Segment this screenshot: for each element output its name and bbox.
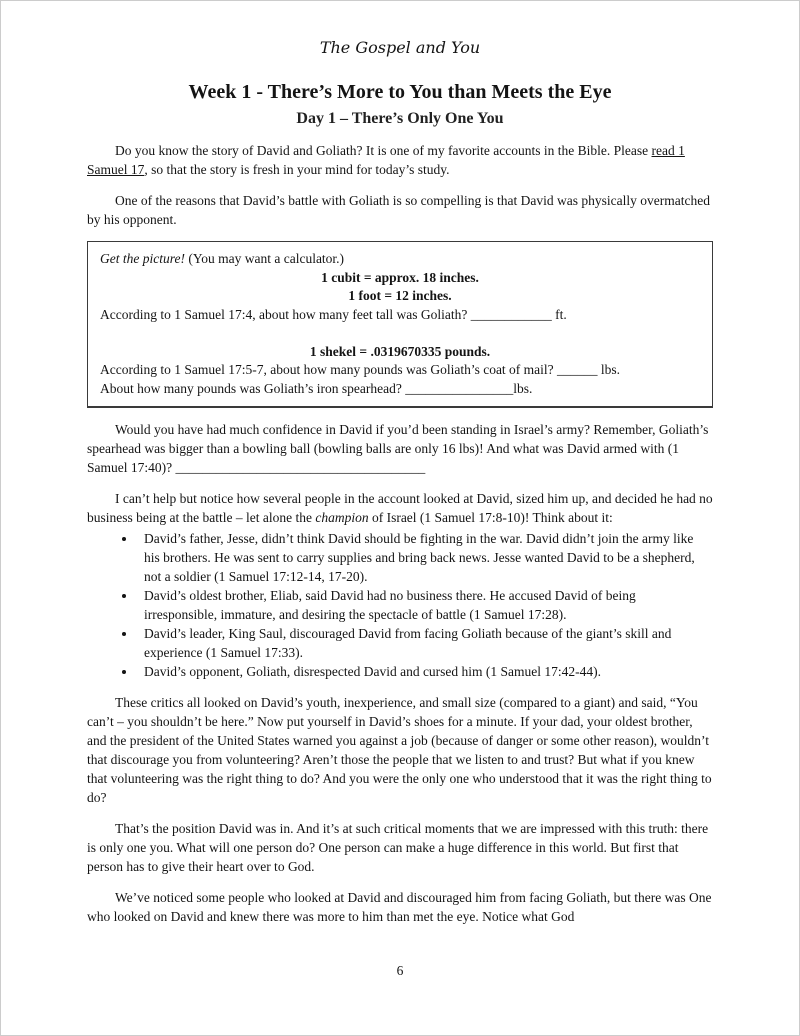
- text-run: About how many pounds was Goliath’s iron spearhead?: [100, 380, 406, 396]
- question-spearhead: [100, 380, 700, 399]
- conversion-cubit: 1 cubit = approx. 18 inches.: [321, 269, 479, 285]
- box-title: Get the picture!: [100, 251, 185, 266]
- paragraph-critics: These critics all looked on David’s youth, inexperience, and small size (compared to a giant) and said, “You can’t – you shouldn’t be here.” Now put yourself in David’s shoes for a minute. If your dad, your oldest brother, and the president of the United States warned you against a job (because of danger or some other reason), wouldn’t that discourage you from volunteering? Aren’t those the people that we listen to and trust? But what if you knew that volunteering was the right thing to do? And you were the only one who understood that it was the right thing to do?: [87, 695, 712, 805]
- text-run: lbs.: [513, 380, 533, 396]
- paragraph-one-who-looked: We’ve noticed some people who looked at David and discouraged him from facing Goliath, but there was One who looked on David and knew there was more to him than met the eye. Notice what God: [87, 890, 712, 924]
- fill-in-blank: ____________: [470, 306, 552, 322]
- paragraph-intro-david-goliath: [87, 141, 713, 179]
- fill-in-blank: ________________: [405, 380, 514, 396]
- text-run: Would you have had much confidence in David if you’d been standing in Israel’s army? Remember, Goliath’s spearhead was bigger than a bowling ball (bowling balls are only 16 lbs)! And what was David armed with (1 Samuel 17:40)?: [87, 422, 709, 475]
- text-run: (You may want a calculator.): [184, 251, 345, 266]
- list-item-king-saul: • David’s leader, King Saul, discouraged David from facing Goliath because of the giant’s skill and experience (1 Samuel 17:33).: [137, 624, 707, 662]
- page-title: Week 1 - There’s More to You than Meets the Eye: [188, 81, 612, 103]
- list-item-father-jesse: • David’s father, Jesse, didn’t think David should be fighting in the war. David didn’t join the army like his brothers. He was sent to carry supplies and bring back news. Jesse wanted David to be a shepherd, not a soldier (1 Samuel 17:12-14, 17-20).: [137, 529, 707, 586]
- worksheet-box: [87, 241, 713, 408]
- page-subtitle: Day 1 – There’s Only One You: [296, 110, 504, 127]
- box-spacer: [100, 324, 700, 343]
- text-run: Do you know the story of David and Goliath? It is one of my favorite accounts in the Bible. Please: [115, 143, 652, 158]
- box-intro-line: [100, 250, 700, 269]
- text-run: I can’t help but notice how several people in the account looked at David, sized him up, and decided he had no business being at the battle – let alone the: [87, 491, 713, 525]
- page-number: 6: [396, 963, 404, 978]
- running-header: The Gospel and You: [319, 38, 481, 57]
- conversion-shekel: 1 shekel = .0319670335 pounds.: [309, 343, 491, 359]
- paragraph-confidence-question: [87, 420, 713, 477]
- paragraph-overmatched: One of the reasons that David’s battle with Goliath is so compelling is that David was physically overmatched by his opponent.: [87, 193, 710, 227]
- text-run: According to 1 Samuel 17:4, about how many feet tall was Goliath?: [100, 306, 471, 322]
- scripture-reference-underlined: read 1 Samuel 17: [87, 143, 685, 177]
- emphasized-word: champion: [315, 510, 369, 525]
- text-run: ft.: [551, 306, 567, 322]
- paragraph-only-one-you: That’s the position David was in. And it’s at such critical moments that we are impressed with this truth: there is only one you. What will one person do? One person can make a huge difference in this world. But first that person has to give their heart over to God.: [87, 821, 709, 874]
- question-coat-of-mail: [100, 361, 700, 380]
- conversion-foot: 1 foot = 12 inches.: [348, 288, 452, 303]
- text-run: According to 1 Samuel 17:5-7, about how many pounds was Goliath’s coat of mail?: [100, 362, 558, 377]
- list-item-brother-eliab: • David’s oldest brother, Eliab, said David had no business there. He accused David of being irresponsible, immature, and desiring the spectacle of battle (1 Samuel 17:28).: [137, 586, 707, 624]
- fill-in-blank: _____________________________________: [175, 460, 426, 475]
- text-run: of Israel (1 Samuel 17:8-10)! Think about it:: [368, 510, 613, 525]
- text-run: lbs.: [597, 362, 621, 377]
- text-run: , so that the story is fresh in your mind for today’s study.: [144, 162, 450, 177]
- critics-bullet-list: [87, 529, 707, 681]
- list-item-goliath: • David’s opponent, Goliath, disrespected David and cursed him (1 Samuel 17:42-44).: [137, 662, 707, 681]
- fill-in-blank: ______: [557, 362, 598, 377]
- paragraph-sized-him-up: [87, 489, 713, 527]
- question-goliath-height: [100, 306, 700, 325]
